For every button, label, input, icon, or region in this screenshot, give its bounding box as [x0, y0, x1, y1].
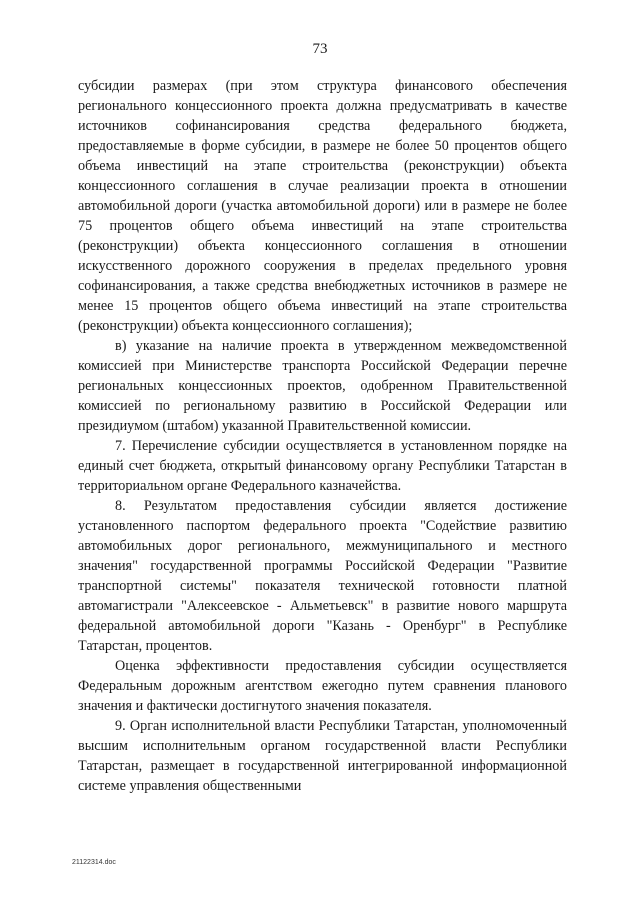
page-number: 73	[312, 41, 328, 57]
paragraph-subsidy-shares: субсидии размерах (при этом структура финансового обеспечения регионального концессионного проекта должна предусматривать в качестве источников софинансирования средства федерального бюджета, предоставляемые в форме субсидии, в размере не более 50 процентов общего объема инвестиций на этапе строительства (реконструкции) объекта концессионного соглашения в случае реализации проекта в отношении автомобильной дороги (участка автомобильной дороги) или в размере не более 75 процентов общего объема инвестиций на этапе строительства (реконструкции) объекта концессионного соглашения в отношении искусственного дорожного сооружения в пределах предельного уровня софинансирования, а также средства внебюджетных источников в размере не менее 15 процентов общего объема инвестиций на этапе строительства (реконструкции) объекта концессионного соглашения);	[78, 78, 567, 334]
paragraph-item-8: 8. Результатом предоставления субсидии является достижение установленного паспортом федерального проекта "Содействие развитию автомобильных дорог регионального, межмуниципального и местного значения" государственной программы Российской Федерации "Развитие транспортной системы" показателя технической готовности платной автомагистрали "Алексеевское - Альметьевск" в развитие нового маршрута федеральной автомобильной дороги "Казань - Оренбург" в Республике Татарстан, процентов.	[78, 498, 567, 654]
paragraph-efficiency-assessment: Оценка эффективности предоставления субсидии осуществляется Федеральным дорожным агентством ежегодно путем сравнения планового значения и фактически достигнутого значения показателя.	[78, 658, 567, 714]
document-body	[78, 76, 567, 796]
paragraph-item-7: 7. Перечисление субсидии осуществляется в установленном порядке на единый счет бюджета, открытый финансовому органу Республики Татарстан в территориальном органе Федерального казначейства.	[78, 438, 567, 494]
paragraph-item-v: в) указание на наличие проекта в утвержденном межведомственной комиссией при Министерстве транспорта Российской Федерации перечне региональных концессионных проектов, одобренном Правительственной комиссией по региональному развитию в Российской Федерации или президиумом (штабом) указанной Правительственной комиссии.	[78, 338, 567, 434]
paragraph-item-9: 9. Орган исполнительной власти Республики Татарстан, уполномоченный высшим исполнительным органом государственной власти Республики Татарстан, размещает в государственной интегрированной информационной системе управления общественными	[78, 718, 567, 794]
footer-document-code: 21122314.doc	[72, 859, 116, 866]
